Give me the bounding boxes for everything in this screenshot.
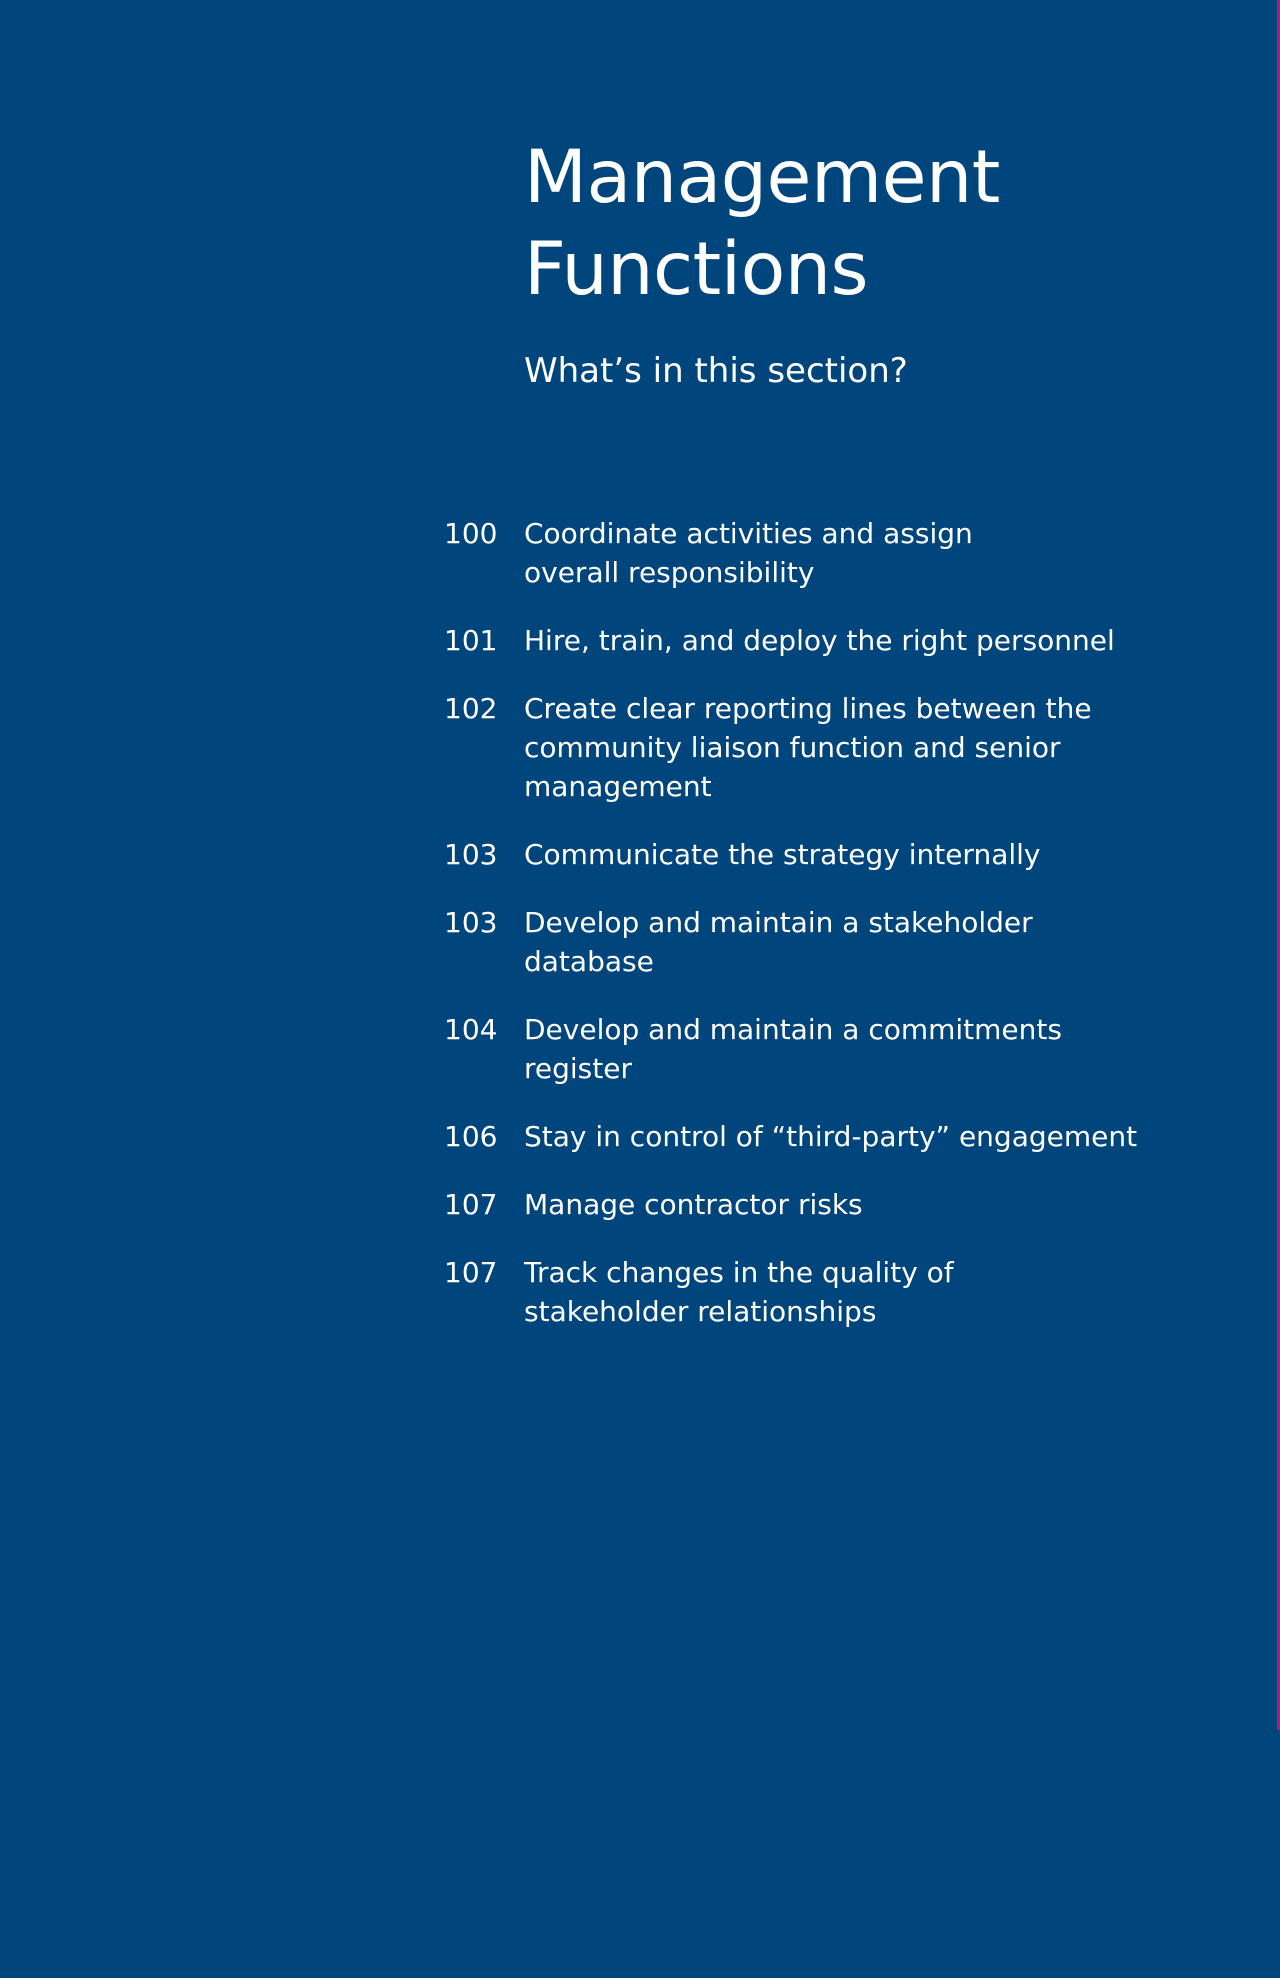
contents-page-number: 102 xyxy=(444,692,498,725)
contents-page-number: 103 xyxy=(444,838,498,871)
contents-list xyxy=(444,514,1138,1360)
contents-page-number: 107 xyxy=(444,1188,498,1221)
contents-page-number: 100 xyxy=(444,517,498,550)
contents-item-line: Create clear reporting lines between the xyxy=(524,692,1092,725)
contents-item-text xyxy=(524,1010,1124,1088)
section-subtitle: What’s in this section? xyxy=(524,351,908,391)
contents-item xyxy=(444,903,1124,981)
contents-item-text xyxy=(524,1117,1137,1156)
contents-page-number: 107 xyxy=(444,1256,498,1289)
contents-item-line: register xyxy=(524,1052,632,1085)
contents-item-line: Stay in control of “third-party” engagement xyxy=(524,1120,1138,1153)
contents-item-line: management xyxy=(524,770,712,803)
contents-item-text xyxy=(524,1253,1124,1331)
contents-item-line: Develop and maintain a commitments xyxy=(524,1013,1062,1046)
contents-item-line: overall responsibility xyxy=(524,556,815,589)
contents-item-line: Manage contractor risks xyxy=(524,1188,863,1221)
contents-item-text xyxy=(524,835,1124,874)
contents-item xyxy=(444,835,1124,874)
contents-item-text xyxy=(524,1185,1124,1224)
contents-item-text xyxy=(524,689,1124,806)
contents-page-number: 101 xyxy=(444,624,498,657)
contents-item xyxy=(444,1117,1138,1156)
contents-item-text xyxy=(524,621,1124,660)
contents-item xyxy=(444,1010,1124,1088)
contents-page-number: 104 xyxy=(444,1013,498,1046)
contents-item-line: stakeholder relationships xyxy=(524,1295,877,1328)
section-title-line: Management xyxy=(524,135,1000,220)
contents-item-line: Hire, train, and deploy the right personnel xyxy=(524,624,1115,657)
contents-item-text xyxy=(524,514,1124,592)
contents-item-line: community liaison function and senior xyxy=(524,731,1061,764)
contents-item xyxy=(444,514,1124,592)
contents-item xyxy=(444,1253,1124,1331)
contents-item xyxy=(444,689,1124,806)
contents-item-text xyxy=(524,903,1124,981)
contents-item-line: Communicate the strategy internally xyxy=(524,838,1041,871)
section-title xyxy=(524,132,1000,316)
contents-item xyxy=(444,1185,1124,1224)
contents-item-line: database xyxy=(524,945,654,978)
contents-page-number: 106 xyxy=(444,1120,498,1153)
contents-page-number: 103 xyxy=(444,906,498,939)
contents-item-line: Develop and maintain a stakeholder xyxy=(524,906,1033,939)
section-title-line: Functions xyxy=(524,227,869,312)
contents-item xyxy=(444,621,1124,660)
contents-item-line: Coordinate activities and assign xyxy=(524,517,973,550)
contents-item-line: Track changes in the quality of xyxy=(524,1256,954,1289)
